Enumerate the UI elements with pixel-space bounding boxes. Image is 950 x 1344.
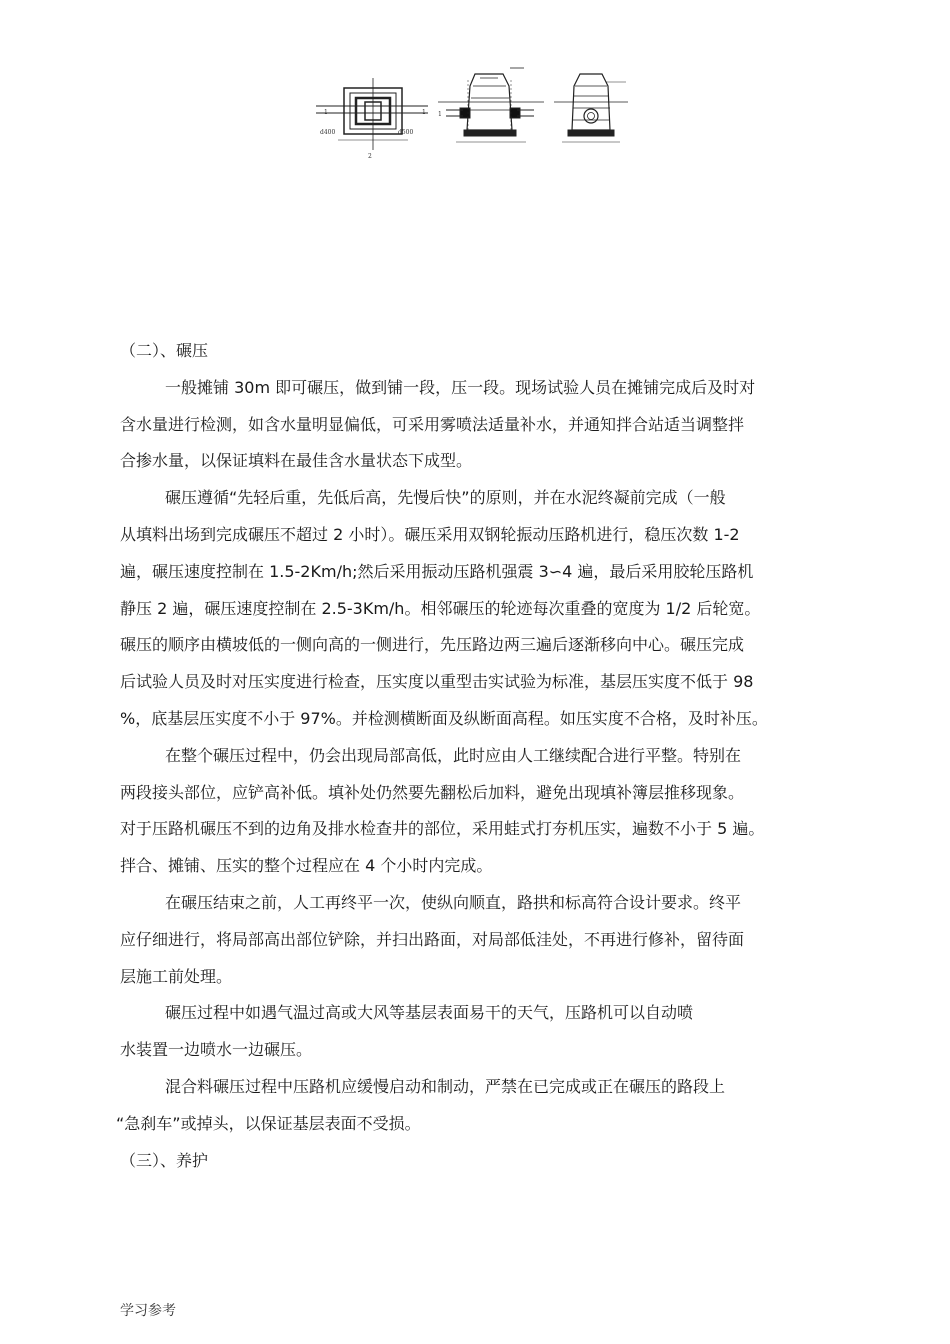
plan-label-d500: d500 [398, 129, 414, 136]
paragraph-line: “急刹车”或掉头，以保证基层表面不受损。 [116, 1113, 421, 1133]
page-footer: 学习参考 [120, 1303, 176, 1319]
paragraph-line: 含水量进行检测，如含水量明显偏低，可采用雾喷法适量补水，并通知拌合站适当调整拌 [120, 414, 745, 434]
plan-label-bottom: 2 [368, 153, 372, 160]
plan-label-right: 1 [422, 109, 426, 116]
manhole-drawing-svg [310, 66, 650, 162]
paragraph-line: 从填料出场到完成碾压不超过 2 小时）。碾压采用双钢轮振动压路机进行，稳压次数 1-2 [120, 524, 740, 544]
paragraph-line: 水装置一边喷水一边碾压。 [120, 1040, 313, 1060]
section-heading-rolling: （二）、碾压 [120, 341, 209, 360]
paragraph-line: 拌合、摊铺、压实的整个过程应在 4 个小时内完成。 [120, 856, 493, 876]
section-view-2 [554, 74, 628, 142]
paragraph-line: 碾压过程中如遇气温过高或大风等基层表面易干的天气，压路机可以自动喷 [165, 1003, 694, 1023]
manhole-drawing [310, 66, 650, 162]
paragraph-line: 遍，碾压速度控制在 1.5-2Km/h;然后采用振动压路机强震 3∽4 遍，最后采用胶轮压路机 [120, 561, 754, 581]
section-heading-curing: （三）、养护 [120, 1150, 209, 1170]
paragraph-line: 在碾压结束之前，人工再终平一次，使纵向顺直，路拱和标高符合设计要求。终平 [165, 892, 742, 912]
paragraph-line: 一般摊铺 30m 即可碾压，做到铺一段，压一段。现场试验人员在摊铺完成后及时对 [165, 377, 756, 397]
section-label: 1 [438, 111, 442, 118]
paragraph-line: 对于压路机碾压不到的边角及排水检查井的部位，采用蛙式打夯机压实，遍数不小于 5 遍。 [120, 819, 765, 839]
paragraph-line: 合掺水量，以保证填料在最佳含水量状态下成型。 [120, 451, 473, 471]
section-view-1 [438, 68, 544, 142]
paragraph-line: %，底基层压实度不小于 97%。并检测横断面及纵断面高程。如压实度不合格，及时补压。 [120, 708, 768, 728]
plan-label-left: 1 [324, 109, 328, 116]
paragraph-line: 在整个碾压过程中，仍会出现局部高低，此时应由人工继续配合进行平整。特别在 [165, 745, 742, 765]
paragraph-line: 后试验人员及时对压实度进行检查，压实度以重型击实试验为标准，基层压实度不低于 98 [120, 672, 754, 692]
paragraph-line: 两段接头部位，应铲高补低。填补处仍然要先翻松后加料，避免出现填补簿层推移现象。 [120, 782, 745, 802]
body-text [116, 333, 850, 1179]
paragraph-line: 碾压的顺序由横坡低的一侧向高的一侧进行，先压路边两三遍后逐渐移向中心。碾压完成 [120, 635, 745, 655]
paragraph-line: 碾压遵循“先轻后重，先低后高，先慢后快”的原则，并在水泥终凝前完成（一般 [165, 488, 726, 508]
paragraph-line: 层施工前处理。 [120, 966, 233, 986]
paragraph-line: 应仔细进行，将局部高出部位铲除，并扫出路面，对局部低洼处，不再进行修补，留待面 [120, 929, 745, 949]
paragraph-line: 混合料碾压过程中压路机应缓慢启动和制动，严禁在已完成或正在碾压的路段上 [165, 1076, 726, 1096]
plan-view [316, 78, 428, 150]
paragraph-line: 静压 2 遍，碾压速度控制在 2.5-3Km/h。相邻碾压的轮迹每次重叠的宽度为 1/2 后轮宽。 [120, 598, 761, 618]
plan-label-d400: d400 [320, 129, 336, 136]
